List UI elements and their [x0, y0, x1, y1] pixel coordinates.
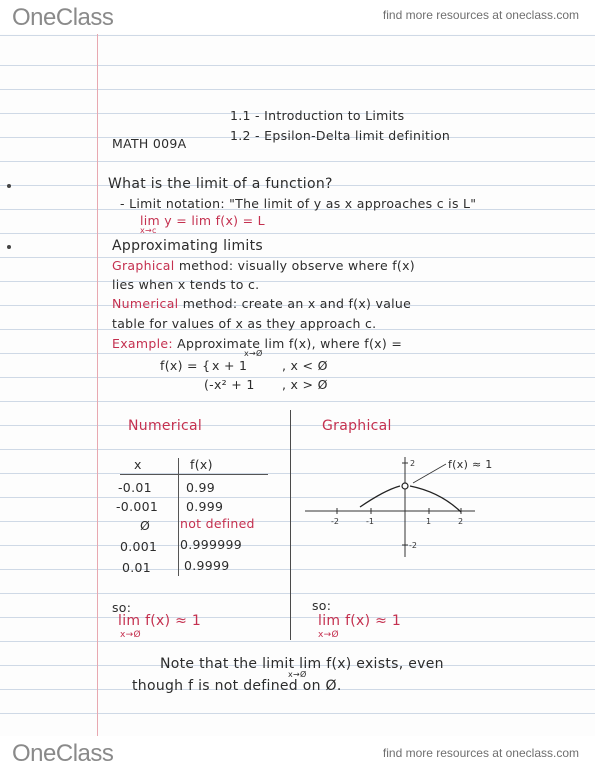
- example-sub: x→Ø: [244, 349, 263, 358]
- example-label: Example:: [112, 336, 173, 351]
- x-tick-label: -2: [331, 517, 339, 526]
- y-tick-label: 2: [410, 459, 416, 468]
- table-cell-fx: 0.999999: [180, 537, 243, 552]
- piece-1-expr: x + 1: [212, 358, 248, 373]
- section-divider: [290, 410, 291, 640]
- piece-1-cond: , x < Ø: [282, 358, 328, 373]
- limit-graph: [300, 452, 480, 562]
- example-text: Approximate lim f(x), where f(x) =: [177, 336, 403, 351]
- table-header-fx: f(x): [190, 457, 213, 472]
- x-tick-label: 2: [458, 517, 464, 526]
- graphical-text: method: visually observe where f(x): [178, 258, 415, 273]
- graphical-conclusion: lim f(x) ≈ 1: [318, 613, 402, 629]
- numerical-conclusion-sub: x→Ø: [120, 630, 141, 640]
- note-line-1: Note that the limit lim f(x) exists, even: [160, 656, 444, 672]
- piece-2-expr: (-x² + 1: [204, 377, 255, 392]
- table-cell-x: -0.01: [118, 480, 152, 495]
- binder-hole: [7, 184, 11, 188]
- numerical-conclusion: lim f(x) ≈ 1: [118, 613, 202, 629]
- resources-link[interactable]: find more resources at oneclass.com: [382, 746, 579, 760]
- bottom-bar: [0, 736, 595, 770]
- x-tick-label: -1: [366, 517, 374, 526]
- table-header-x: x: [134, 457, 142, 472]
- numerical-label: Numerical: [112, 296, 179, 311]
- table-cell-fx: 0.99: [186, 480, 216, 495]
- graphical-conclusion-sub: x→Ø: [318, 630, 339, 640]
- numerical-text-2: table for values of x as they approach c.: [112, 316, 377, 331]
- numerical-so: so:: [112, 600, 132, 615]
- numerical-method: [112, 296, 411, 311]
- table-cell-fx: 0.9999: [184, 558, 230, 573]
- binder-hole: [7, 245, 11, 249]
- graphical-so: so:: [312, 598, 332, 613]
- piecewise-lhs: f(x) = {: [160, 358, 211, 373]
- numerical-text: method: create an x and f(x) value: [182, 296, 412, 311]
- top-bar: [0, 0, 595, 34]
- note-line-1-sub: x→Ø: [288, 670, 307, 679]
- open-circle-point: [402, 483, 408, 489]
- graph-annotation: f(x) ≈ 1: [448, 458, 493, 471]
- table-vline: [178, 458, 179, 576]
- topic-2: 1.2 - Epsilon-Delta limit definition: [230, 128, 451, 143]
- table-cell-fx-undefined: not defined: [180, 516, 255, 531]
- course-code: MATH 009A: [112, 136, 187, 151]
- graphical-method: [112, 258, 415, 273]
- limit-formula: lim y = lim f(x) = L: [140, 213, 265, 228]
- y-tick-label: -2: [409, 541, 417, 550]
- graphical-text-2: lies when x tends to c.: [112, 277, 260, 292]
- note-line-2: though f is not defined on Ø.: [132, 678, 342, 694]
- left-branch-curve: [360, 486, 400, 507]
- approx-heading: Approximating limits: [112, 238, 264, 254]
- margin-line: [97, 34, 98, 736]
- annotation-arrow: [413, 464, 446, 483]
- graphical-label: Graphical: [112, 258, 175, 273]
- table-cell-x: 0.001: [120, 539, 158, 554]
- right-branch-curve: [410, 486, 461, 512]
- table-cell-x: -0.001: [116, 499, 159, 514]
- question-heading: What is the limit of a function?: [108, 176, 333, 192]
- oneclass-logo[interactable]: OneClass: [12, 4, 114, 31]
- topic-1: 1.1 - Introduction to Limits: [230, 108, 405, 123]
- table-cell-x: Ø: [140, 518, 151, 533]
- graphical-heading: Graphical: [322, 418, 392, 434]
- numerical-heading: Numerical: [128, 418, 203, 434]
- oneclass-logo[interactable]: OneClass: [12, 740, 114, 767]
- piece-2-cond: , x > Ø: [282, 377, 328, 392]
- limit-formula-sub: x→c: [140, 226, 157, 235]
- table-hline: [120, 474, 268, 475]
- table-cell-fx: 0.999: [186, 499, 224, 514]
- resources-link[interactable]: find more resources at oneclass.com: [382, 8, 579, 22]
- table-cell-x: 0.01: [122, 560, 152, 575]
- x-tick-label: 1: [426, 517, 432, 526]
- limit-notation: - Limit notation: "The limit of y as x approaches c is L": [120, 196, 477, 211]
